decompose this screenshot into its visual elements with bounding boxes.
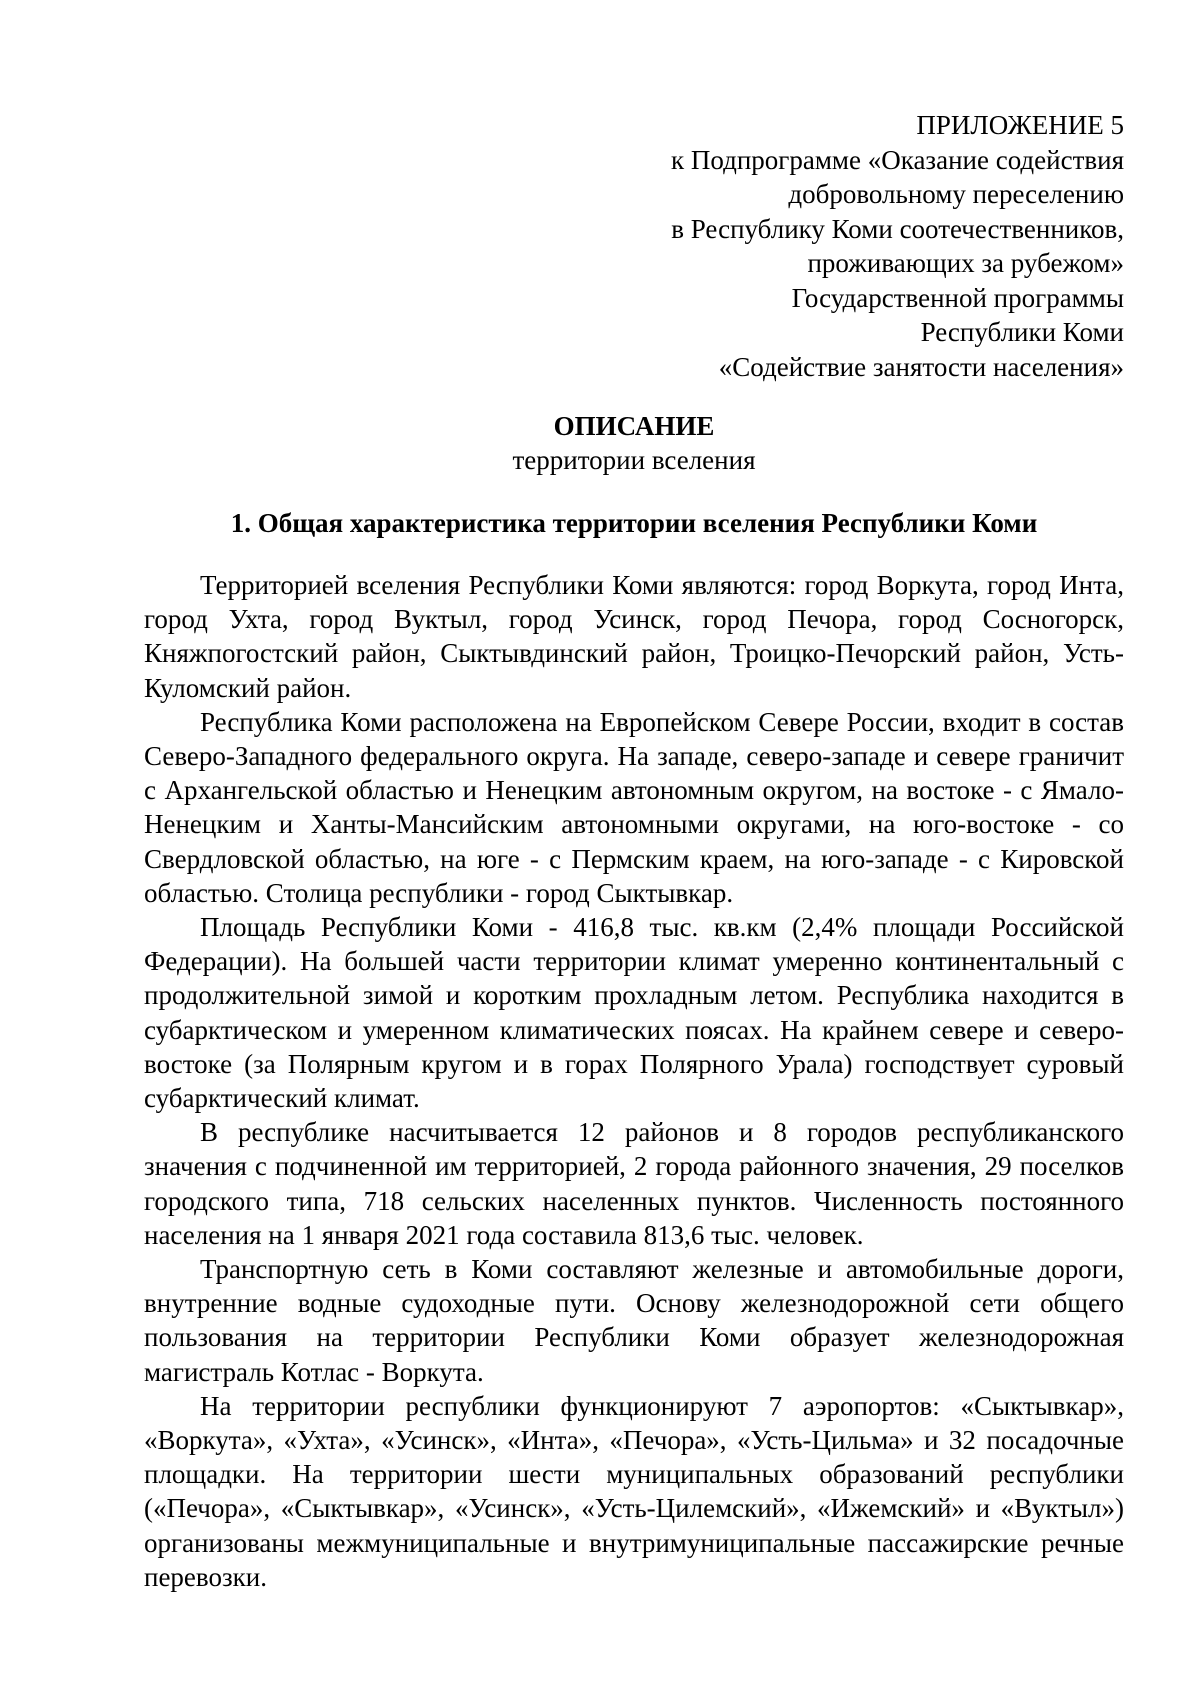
appendix-line: в Республику Коми соотечественников, xyxy=(671,213,1124,244)
paragraph-geography: Республика Коми расположена на Европейском Севере России, входит в состав Северо-Западного федерального округа. На западе, северо-западе и севере граничит с Архангельской областью и Ненецким автономным округом, на востоке - с Ямало-Ненецким и Ханты-Мансийским автономными округами, на юго-востоке - со Свердловской областью, на юге - с Пермским краем, на юго-западе - с Кировской областью. Столица республики - город Сыктывкар. xyxy=(144,706,1124,908)
paragraph-airports-river: На территории республики функционируют 7 аэропортов: «Сыктывкар», «Воркута», «Ухта», «Усинск», «Инта», «Печора», «Усть-Цильма» и 32 посадочные площадки. На территории шести муниципальных образований республики («Печора», «Сыктывкар», «Усинск», «Усть-Цилемский», «Ижемский» и «Вуктыл») организованы межмуниципальные и внутримуниципальные пассажирские речные перевозки. xyxy=(144,1390,1124,1592)
appendix-line: к Подпрограмме «Оказание содействия xyxy=(671,144,1124,175)
appendix-line: «Содействие занятости населения» xyxy=(718,351,1124,382)
appendix-line: проживающих за рубежом» xyxy=(807,248,1124,278)
appendix-line: ПРИЛОЖЕНИЕ 5 xyxy=(916,110,1124,140)
appendix-line: Республики Коми xyxy=(920,317,1124,347)
paragraph-area-climate: Площадь Республики Коми - 416,8 тыс. кв.км (2,4% площади Российской Федерации). На большей части территории климат умеренно континентальный с продолжительной зимой и коротким прохладным летом. Республика находится в субарктическом и умеренном климатических поясах. На крайнем севере и северо-востоке (за Полярным кругом и в горах Полярного Урала) господствует суровый субарктический климат. xyxy=(144,912,1124,1114)
section-heading: 1. Общая характеристика территории вселения Республики Коми xyxy=(230,508,1038,538)
document-subtitle: территории вселения xyxy=(512,445,756,475)
paragraph-settlement-territory: Территорией вселения Республики Коми являются: город Воркута, город Инта, город Ухта, город Вуктыл, город Усинск, город Печора, город Сосногорск, Княжпогостский район, Сыктывдинский район, Троицко-Печорский район, Усть-Куломский район. xyxy=(144,570,1124,703)
appendix-line: добровольному переселению xyxy=(788,179,1124,209)
document-page xyxy=(144,108,1124,1594)
paragraph-administrative-population: В республике насчитывается 12 районов и 8 городов республиканского значения с подчиненной им территорией, 2 города районного значения, 29 поселков городского типа, 718 сельских населенных пунктов. Численность постоянного населения на 1 января 2021 года составила 813,6 тыс. человек. xyxy=(144,1117,1124,1250)
paragraph-transport-network: Транспортную сеть в Коми составляют железные и автомобильные дороги, внутренние водные судоходные пути. Основу железнодорожной сети общего пользования на территории Республики Коми образует железнодорожная магистраль Котлас - Воркута. xyxy=(144,1254,1124,1387)
appendix-line: Государственной программы xyxy=(791,282,1124,313)
appendix-header xyxy=(144,108,1124,384)
document-title: ОПИСАНИЕ xyxy=(553,411,715,441)
